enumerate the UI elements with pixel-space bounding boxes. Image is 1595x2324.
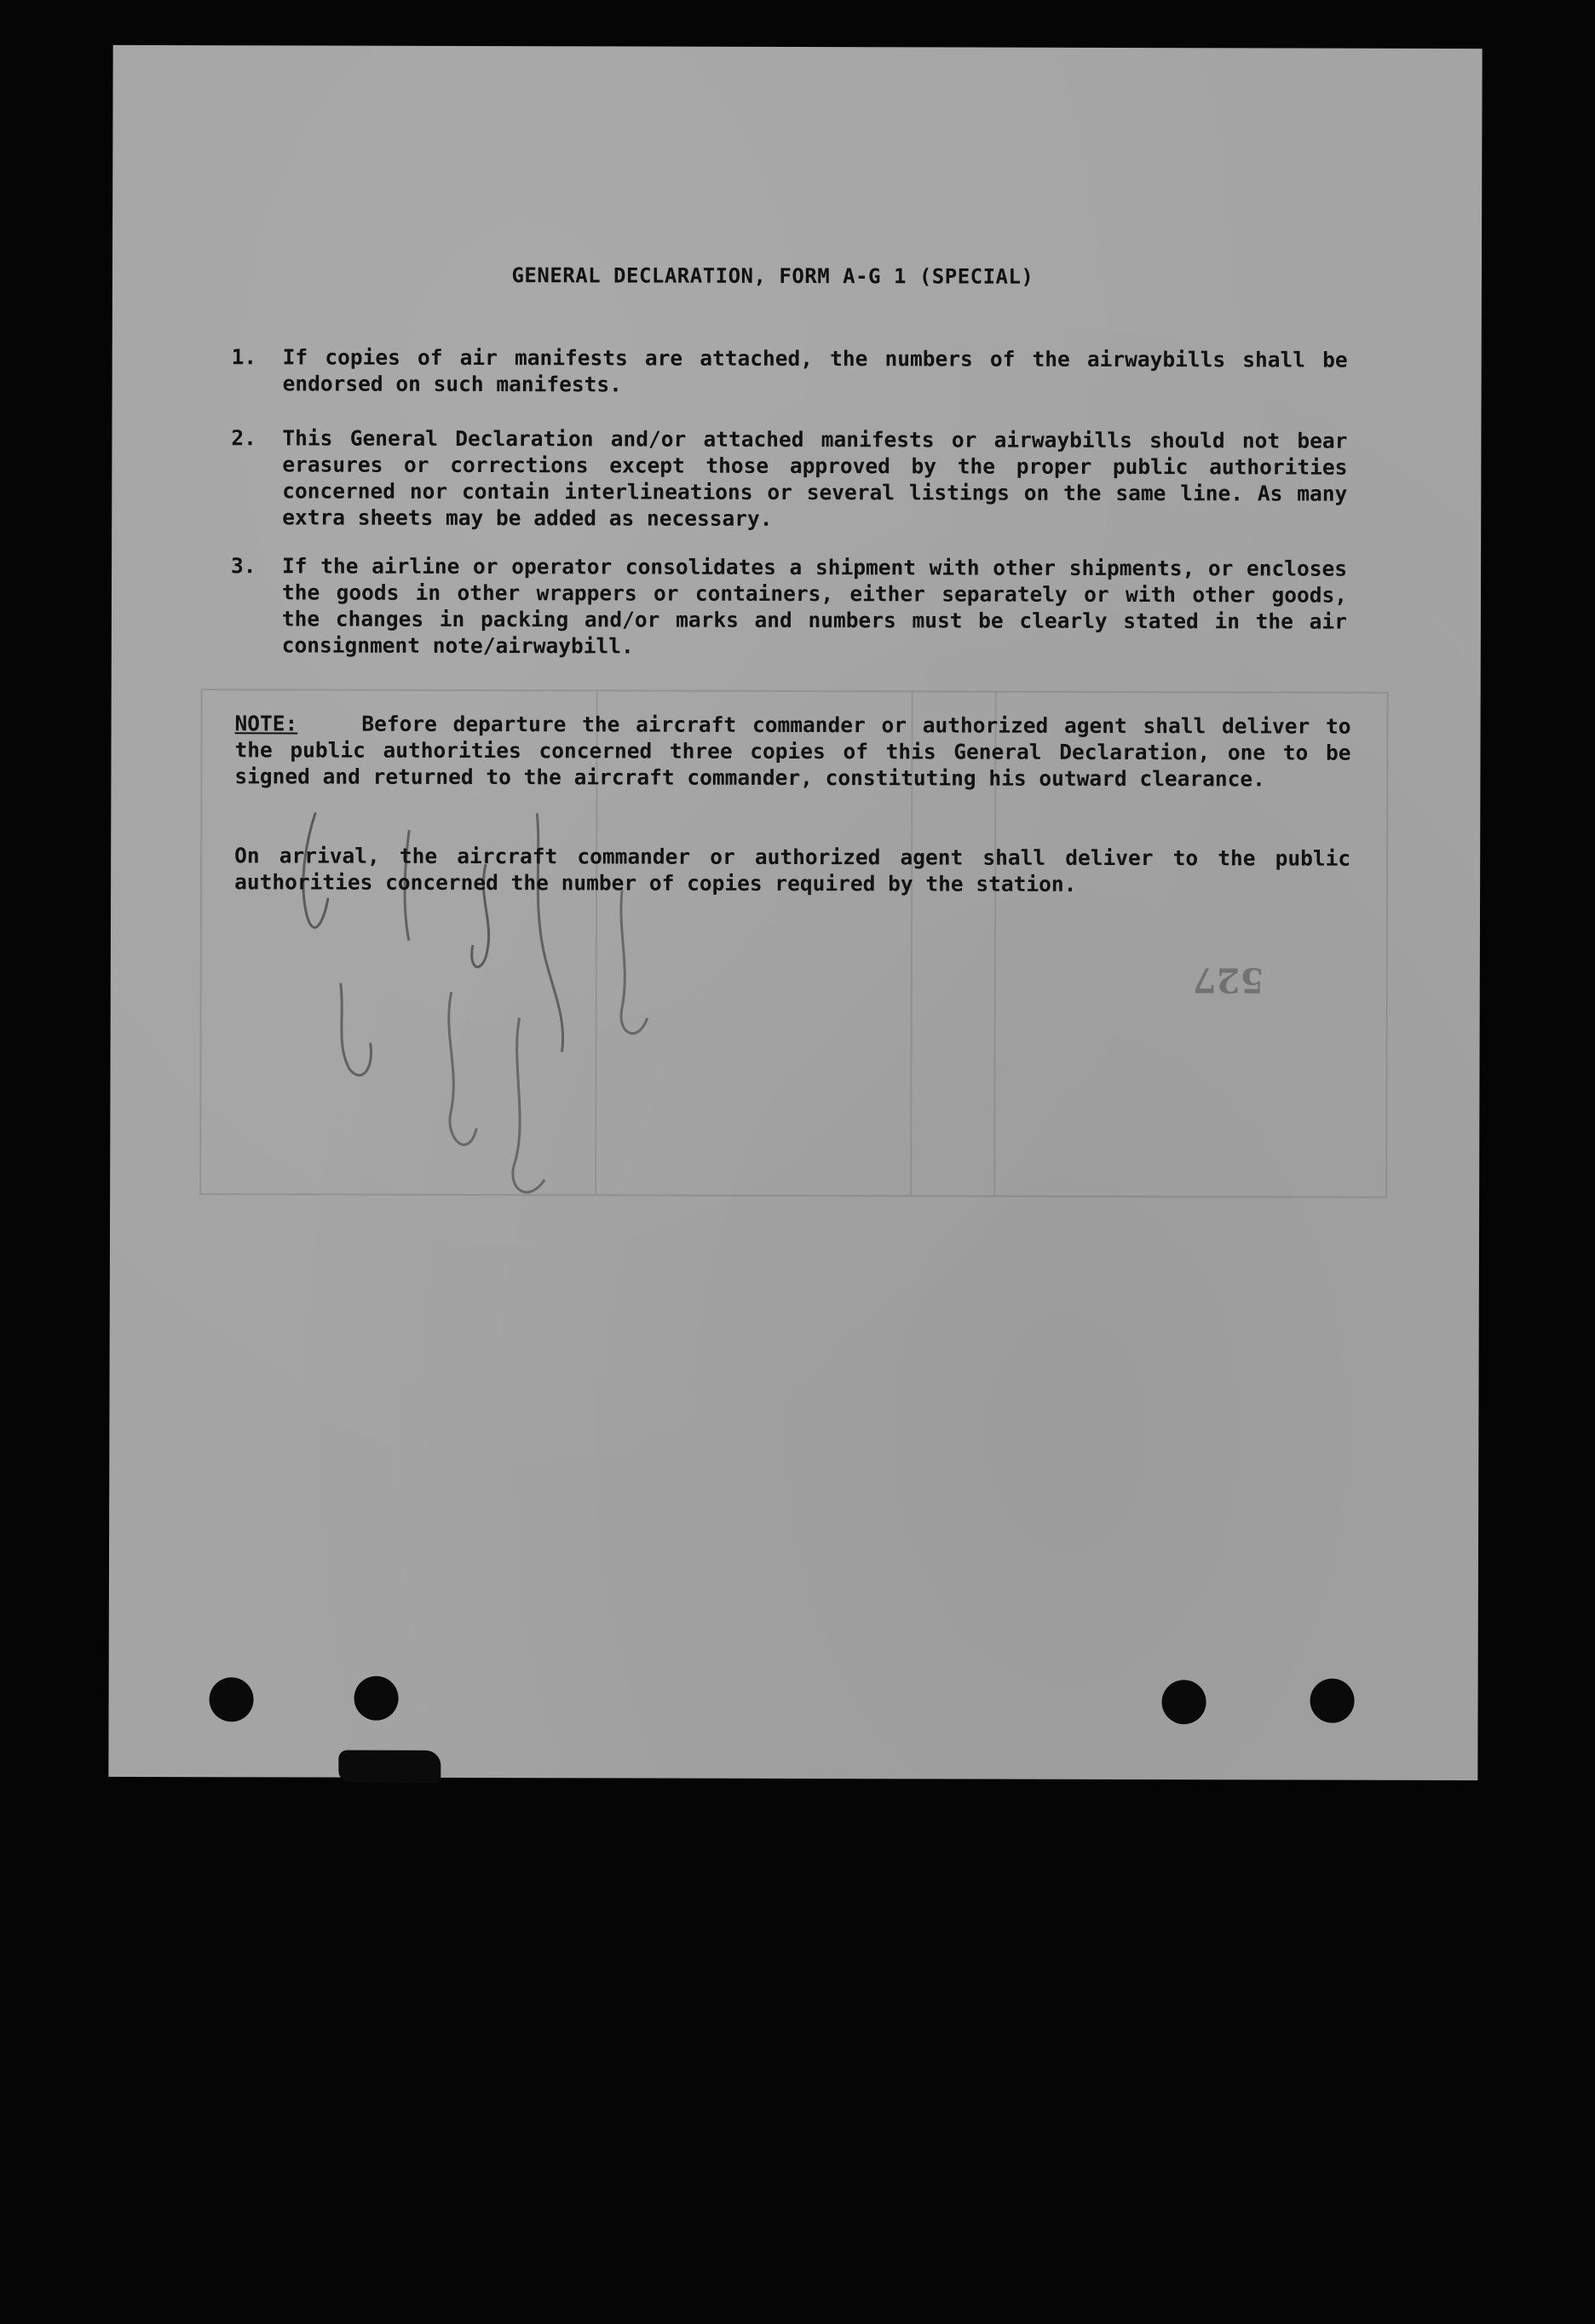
punch-hole (354, 1676, 399, 1721)
instruction-item-1 (231, 343, 1484, 397)
handwritten-signature (178, 761, 776, 1274)
item-text: If copies of air manifests are attached, the numbers of the airwaybills shall be endorsed on such manifests. (282, 344, 1348, 397)
note-label: NOTE: (234, 711, 298, 736)
punch-hole (1310, 1679, 1355, 1723)
punch-hole (1162, 1680, 1206, 1724)
form-title: GENERAL DECLARATION, FORM A-G 1 (SPECIAL) (511, 263, 1034, 289)
instruction-item-3 (231, 552, 1483, 659)
item-number: 2. (231, 425, 257, 451)
arrival-paragraph: On arrival, the aircraft commander or authorized agent shall deliver to the public authorities concerned the number of copies required by the station. (234, 843, 1351, 897)
mirrored-stamp-number: 527 (1192, 960, 1264, 1001)
instruction-item-2 (231, 424, 1483, 531)
item-text: This General Declaration and/or attached manifests or airwaybills should not bear erasures or corrections except those approved by the proper public authorities concerned nor contain interlineations or several listings on the same line. As many extra sheets may be added as necessary. (282, 425, 1348, 531)
punch-hole (210, 1677, 254, 1721)
note-text: Before departure the aircraft commander or authorized agent shall deliver to the public authorities concerned three copies of this General Declaration, one to be signed and returned to the aircraft commander, constituting his outward clearance. (234, 711, 1351, 792)
document-page (108, 45, 1482, 1780)
torn-edge (338, 1750, 440, 1783)
item-number: 3. (231, 553, 256, 579)
note-paragraph (234, 710, 1350, 792)
item-number: 1. (231, 344, 257, 370)
item-text: If the airline or operator consolidates a shipment with other shipments, or encloses the goods in other wrappers or containers, either separately or with other goods, the changes in packing and/or marks and numbers must be clearly stated in the air consignment note/airwaybill. (281, 553, 1348, 659)
